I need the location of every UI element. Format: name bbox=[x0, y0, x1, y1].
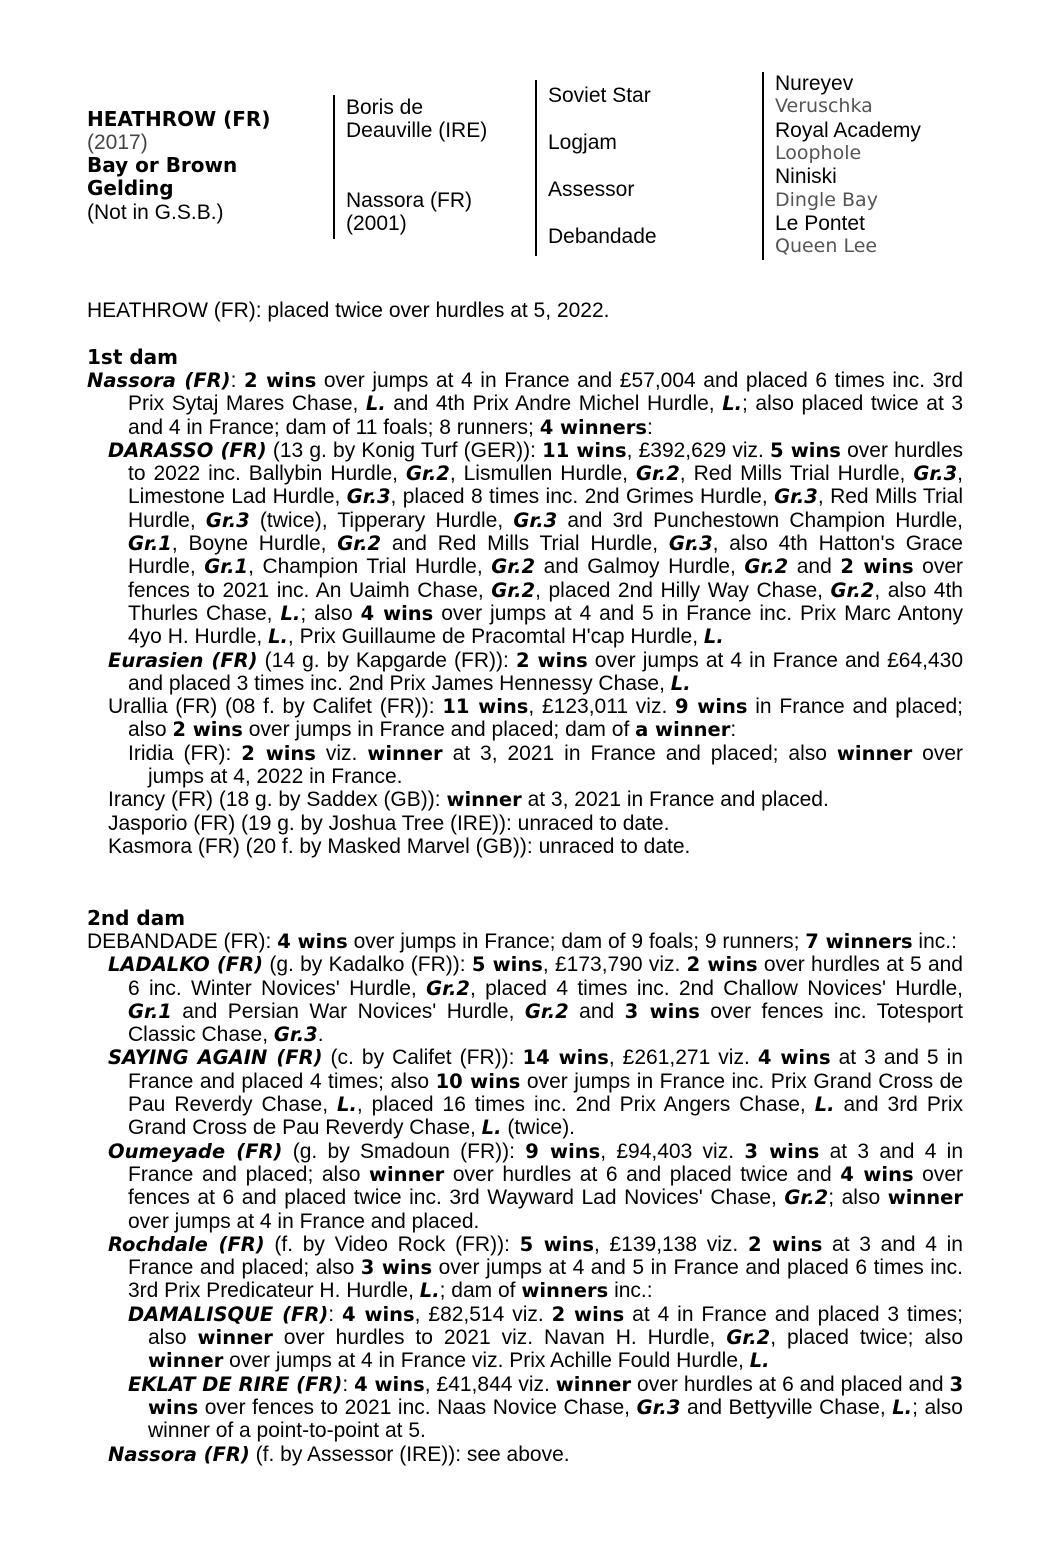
grandparent-2: Logjam bbox=[548, 131, 617, 154]
dam-line-2: (2001) bbox=[346, 212, 407, 235]
ggp-7: Le Pontet bbox=[775, 212, 865, 235]
sire-line-2: Deauville (IRE) bbox=[346, 119, 488, 142]
ggp-4: Loophole bbox=[775, 142, 862, 164]
produce-entry: Kasmora (FR) (20 f. by Masked Marvel (GB)): unraced to date. bbox=[108, 834, 691, 858]
ggp-1: Nureyev bbox=[775, 72, 854, 95]
produce-entry: SAYING AGAIN (FR) (c. by Califet (FR)): 14 wins, £261,271 viz. 4 wins at 3 and 5 in France and placed 4 times; also 10 wins over jumps in France inc. Prix Grand Cross de Pau Reverdy Chase, L., placed 16 times inc. 2nd Prix Angers Chase, L. and 3rd Prix Grand Cross de Pau Reverdy Chase, L. (twice). bbox=[108, 1046, 964, 1140]
dam-entry: DEBANDADE (FR): 4 wins over jumps in France; dam of 9 foals; 9 runners; 7 winners inc.: bbox=[87, 930, 957, 953]
horse-summary: HEATHROW (FR): placed twice over hurdles at 5, 2022. bbox=[87, 299, 610, 322]
sire-line-1: Boris de bbox=[346, 96, 424, 119]
ggp-8: Queen Lee bbox=[775, 235, 878, 257]
pedigree-divider bbox=[333, 95, 335, 239]
grandparent-3: Assessor bbox=[548, 178, 635, 201]
grandproduce-entry: Iridia (FR): 2 wins viz. winner at 3, 2021 in France and placed; also winner over jumps at 4, 2022 in France. bbox=[128, 741, 964, 789]
ggp-6: Dingle Bay bbox=[775, 189, 878, 211]
gsb-note: (Not in G.S.B.) bbox=[87, 201, 224, 224]
grandparent-1: Soviet Star bbox=[548, 84, 651, 107]
second-dam-section bbox=[87, 907, 963, 1466]
dam-entry: Nassora (FR): 2 wins over jumps at 4 in France and £57,004 and placed 6 times inc. 3rd Prix Sytaj Mares Chase, L. and 4th Prix Andre Michel Hurdle, L.; also placed twice at 3 and 4 in France; dam of 11 foals; 8 runners; 4 winners: bbox=[87, 369, 964, 439]
pedigree-divider bbox=[535, 80, 537, 256]
pedigree-divider bbox=[762, 72, 764, 260]
dam-line-1: Nassora (FR) bbox=[346, 189, 473, 212]
horse-sex: Gelding bbox=[87, 176, 174, 200]
section-title: 2nd dam bbox=[87, 906, 186, 930]
ggp-3: Royal Academy bbox=[775, 119, 921, 142]
grandproduce-entry: DAMALISQUE (FR): 4 wins, £82,514 viz. 2 wins at 4 in France and placed 3 times; also winner over hurdles to 2021 viz. Navan H. Hurdle, Gr.2, placed twice; also winner over jumps at 4 in France viz. Prix Achille Fould Hurdle, L. bbox=[128, 1302, 964, 1373]
produce-entry: Jasporio (FR) (19 g. by Joshua Tree (IRE)): unraced to date. bbox=[108, 811, 670, 835]
grandproduce-entry: EKLAT DE RIRE (FR): 4 wins, £41,844 viz. winner over hurdles at 6 and placed and 3 wins over fences to 2021 inc. Naas Novice Chase, Gr.3 and Bettyville Chase, L.; also winner of a point-to-point at 5. bbox=[128, 1372, 964, 1443]
ggp-5: Niniski bbox=[775, 165, 837, 188]
produce-entry: Urallia (FR) (08 f. by Califet (FR)): 11 wins, £123,011 viz. 9 wins in France and placed; also 2 wins over jumps in France and placed; dam of a winner: bbox=[108, 695, 963, 742]
produce-entry: Oumeyade (FR) (g. by Smadoun (FR)): 9 wins, £94,403 viz. 3 wins at 3 and 4 in France and placed; also winner over hurdles at 6 and placed twice and 4 wins over fences at 6 and placed twice inc. 3rd Wayward Lad Novices' Chase, Gr.2; also winner over jumps at 4 in France and placed. bbox=[108, 1139, 964, 1233]
produce-entry: LADALKO (FR) (g. by Kadalko (FR)): 5 wins, £173,790 viz. 2 wins over hurdles at 5 and 6 inc. Winter Novices' Hurdle, Gr.2, placed 4 times inc. 2nd Challow Novices' Hurdle, Gr.1 and Persian War Novices' Hurdle, Gr.2 and 3 wins over fences inc. Totesport Classic Chase, Gr.3. bbox=[108, 953, 964, 1047]
produce-entry: DARASSO (FR) (13 g. by Konig Turf (GER)): 11 wins, £392,629 viz. 5 wins over hurdles to 2022 inc. Ballybin Hurdle, Gr.2, Lismullen Hurdle, Gr.2, Red Mills Trial Hurdle, Gr.3, Limestone Lad Hurdle, Gr.3, placed 8 times inc. 2nd Grimes Hurdle, Gr.3, Red Mills Trial Hurdle, Gr.3 (twice), Tipperary Hurdle, Gr.3 and 3rd Punchestown Champion Hurdle, Gr.1, Boyne Hurdle, Gr.2 and Red Mills Trial Hurdle, Gr.3, also 4th Hatton's Grace Hurdle, Gr.1, Champion Trial Hurdle, Gr.2 and Galmoy Hurdle, Gr.2 and 2 wins over fences to 2021 inc. An Uaimh Chase, Gr.2, placed 2nd Hilly Way Chase, Gr.2, also 4th Thurles Chase, L.; also 4 wins over jumps at 4 and 5 in France inc. Prix Marc Antony 4yo H. Hurdle, L., Prix Guillaume de Pracomtal H'cap Hurdle, L. bbox=[108, 438, 963, 649]
produce-entry: Eurasien (FR) (14 g. by Kapgarde (FR)): 2 wins over jumps at 4 in France and £64,430 and placed 3 times inc. 2nd Prix James Hennessy Chase, L. bbox=[108, 648, 964, 695]
produce-entry: Irancy (FR) (18 g. by Saddex (GB)): winner at 3, 2021 in France and placed. bbox=[108, 788, 829, 812]
horse-colour: Bay or Brown bbox=[87, 153, 238, 177]
section-title: 1st dam bbox=[87, 345, 178, 369]
produce-entry: Nassora (FR) (f. by Assessor (IRE)): see above. bbox=[108, 1442, 570, 1466]
ggp-2: Veruschka bbox=[775, 95, 873, 117]
horse-name: HEATHROW (FR) bbox=[87, 107, 271, 131]
first-dam-section bbox=[87, 346, 963, 858]
produce-entry: Rochdale (FR) (f. by Video Rock (FR)): 5 wins, £139,138 viz. 2 wins at 3 and 4 in France and placed; also 3 wins over jumps at 4 and 5 in France and placed 6 times inc. 3rd Prix Predicateur H. Hurdle, L.; dam of winners inc.: bbox=[108, 1232, 963, 1303]
horse-year: (2017) bbox=[87, 131, 148, 154]
grandparent-4: Debandade bbox=[548, 225, 657, 248]
